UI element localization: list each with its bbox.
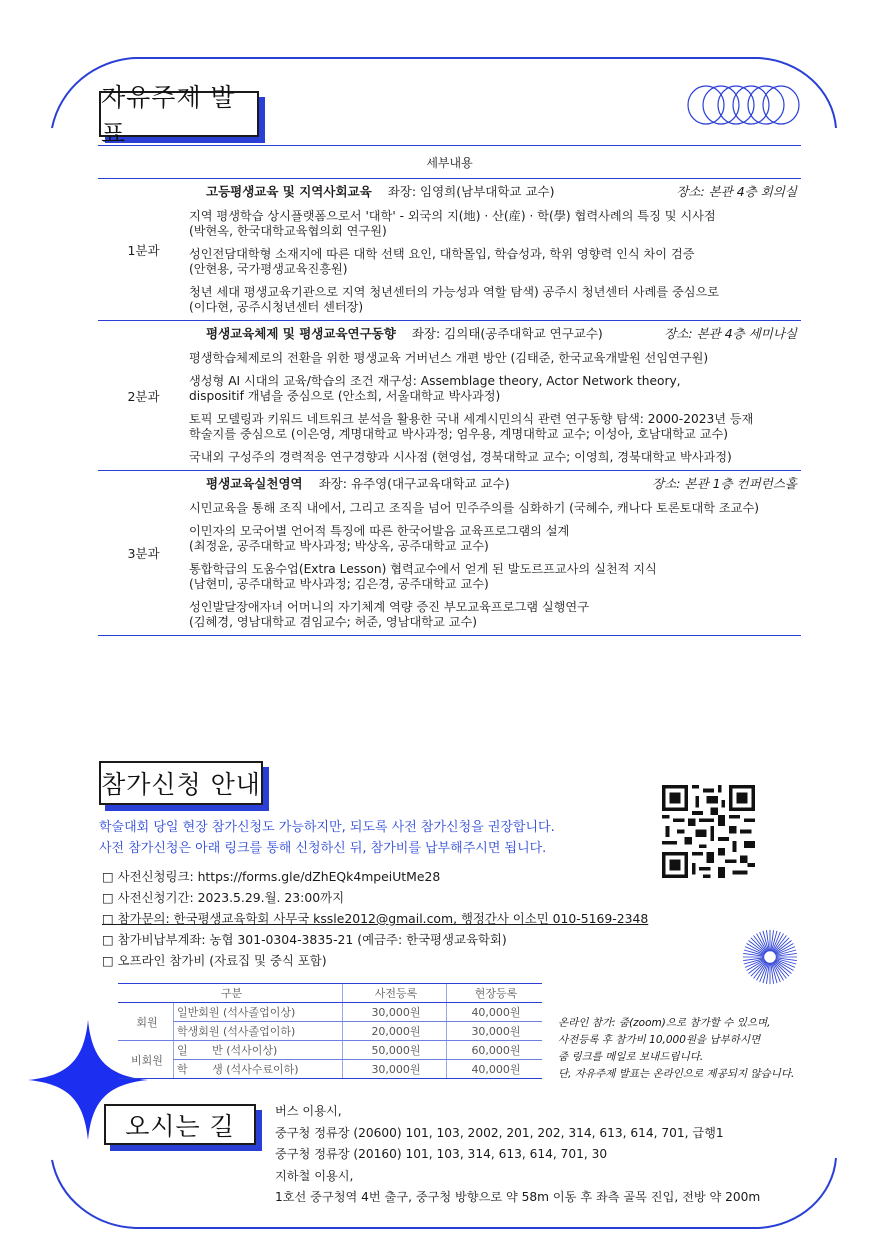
registration-link[interactable]: □ 사전신청링크: https://forms.gle/dZhEQk4mpeiUtMe28 xyxy=(102,869,441,884)
session-theme: 고등평생교육 및 지역사회교육 xyxy=(206,184,372,199)
qr-code[interactable] xyxy=(662,785,755,878)
session-header xyxy=(189,321,801,345)
table-row: 회원 일반회원 (석사졸업이상) 30,000원 40,000원 xyxy=(118,1003,542,1022)
paper-item: 시민교육을 통해 조직 내에서, 그리고 조직을 넘어 민주주의를 심화하기 (국혜수, 캐나다 토론토대학 조교수) xyxy=(189,501,759,515)
registration-notice: 학술대회 당일 현장 참가신청도 가능하지만, 되도록 사전 참가신청을 권장합니다. 사전 참가신청은 아래 링크를 통해 신청하신 뒤, 참가비를 납부해주시면 됩니다. xyxy=(99,820,555,856)
session-chair: 좌장: 유주영(대구교육대학교 교수) xyxy=(318,476,510,491)
registration-title: 참가신청 안내 xyxy=(99,761,263,805)
free-topic-title: 자유주제 발표 xyxy=(99,91,259,137)
sessions-table xyxy=(98,145,801,636)
session-header xyxy=(189,471,801,495)
online-participation-note: 온라인 참가: 줌(zoom)으로 참가할 수 있으며, 사전등록 후 참가비 10,000원을 납부하시면 줌 링크를 메일로 보내드립니다. 단, 자유주제 발표는 온라인으로 제공되지 않습니다. xyxy=(558,1017,795,1080)
registration-offline-fee: □ 오프라인 참가비 (자료집 및 중식 포함) xyxy=(102,953,327,968)
fee-group: 회원 xyxy=(118,1003,174,1041)
sunburst-icon xyxy=(741,928,799,986)
paper-item: 성인발달장애자녀 어머니의 자기체계 역량 증진 부모교육프로그램 실행연구 (김혜경, 영남대학교 겸임교수; 허준, 영남대학교 교수) xyxy=(189,600,589,629)
table-row: 학생회원 (석사졸업이하) 20,000원 30,000원 xyxy=(118,1022,542,1041)
session-name: 3분과 xyxy=(98,471,189,636)
fee-group: 비회원 xyxy=(118,1041,174,1079)
paper-item: 토픽 모델링과 키워드 네트워크 분석을 활용한 국내 세계시민의식 관련 연구동향 탐색: 2000-2023년 등재 학술지를 중심으로 (이은영, 계명대학교 박사과정; 엄우용, 계명대학교 교수; 이성아, 호남대학교 교수) xyxy=(189,412,754,441)
session-name: 1분과 xyxy=(98,179,189,321)
session-chair: 좌장: 임영희(남부대학교 교수) xyxy=(387,184,555,199)
session-row xyxy=(98,179,801,321)
fee-header-onsite: 현장등록 xyxy=(447,984,543,1003)
table-header: 세부내용 xyxy=(98,146,801,179)
session-chair: 좌장: 김의태(공주대학교 연구교수) xyxy=(411,326,603,341)
paper-item: 지역 평생학습 상시플랫폼으로서 '대학' - 외국의 지(地) · 산(産) · 학(學) 협력사례의 특징 및 시사점 (박현옥, 한국대학교육협의회 연구원) xyxy=(189,209,716,238)
table-row: 학 생 (석사수료이하) 30,000원 40,000원 xyxy=(118,1060,542,1079)
paper-item: 평생학습체제로의 전환을 위한 평생교육 거버넌스 개편 방안 (김태준, 한국교육개발원 선임연구원) xyxy=(189,351,709,365)
paper-item: 국내외 구성주의 경력적응 연구경향과 시사점 (현영섭, 경북대학교 교수; 이영희, 경북대학교 박사과정) xyxy=(189,450,732,464)
session-location: 장소: 본관 4층 회의실 xyxy=(676,184,797,199)
registration-period: □ 사전신청기간: 2023.5.29.월. 23:00까지 xyxy=(102,890,345,905)
fee-header-pre: 사전등록 xyxy=(343,984,447,1003)
paper-item: 성인전담대학형 소재지에 따른 대학 선택 요인, 대학몰입, 학습성과, 학위 영향력 인식 차이 검증 (안현용, 국가평생교육진흥원) xyxy=(189,247,695,276)
directions-text: 버스 이용시, 중구청 정류장 (20600) 101, 103, 2002, 201, 202, 314, 613, 614, 701, 급행1 중구청 정류장 (20160) 101, 103, 314, 613, 614, 701, 30 지하철 이용시, 1호선 중구청역 4번 출구, 중구청 방향으로 약 58m 이동 후 좌측 골목 진입, 전방 약 200m xyxy=(275,1104,761,1204)
session-header xyxy=(189,179,801,203)
registration-contact[interactable]: □ 참가문의: 한국평생교육학회 사무국 kssle2012@gmail.com, 행정간사 이소민 010-5169-2348 xyxy=(102,911,649,926)
paper-item: 이민자의 모국어별 언어적 특징에 따른 한국어발음 교육프로그램의 설계 (최정윤, 공주대학교 박사과정; 박상옥, 공주대학교 교수) xyxy=(189,524,570,553)
directions-title: 오시는 길 xyxy=(104,1104,256,1145)
paper-item: 청년 세대 평생교육기관으로 지역 청년센터의 가능성과 역할 탐색) 공주시 청년센터 사례를 중심으로 (이다현, 공주시청년센터 센터장) xyxy=(189,285,720,314)
session-name: 2분과 xyxy=(98,321,189,471)
registration-account: □ 참가비납부계좌: 농협 301-0304-3835-21 (예금주: 한국평생교육학회) xyxy=(102,932,507,947)
table-row: 비회원 일 반 (석사이상) 50,000원 60,000원 xyxy=(118,1041,542,1060)
fee-table xyxy=(118,983,542,1079)
session-location: 장소: 본관 1층 컨퍼런스홀 xyxy=(652,476,797,491)
paper-item: 생성형 AI 시대의 교육/학습의 조건 재구성: Assemblage theory, Actor Network theory, dispositif 개념을 중심으로 (안소희, 서울대학교 박사과정) xyxy=(189,374,681,403)
rings-decoration-icon xyxy=(686,85,802,125)
session-row xyxy=(98,471,801,636)
session-theme: 평생교육체제 및 평생교육연구동향 xyxy=(206,326,396,341)
session-row xyxy=(98,321,801,471)
paper-item: 통합학급의 도움수업(Extra Lesson) 협력교수에서 얻게 된 발도르프교사의 실천적 지식 (남현미, 공주대학교 박사과정; 김은경, 공주대학교 교수) xyxy=(189,562,657,591)
registration-info xyxy=(102,866,648,971)
fee-header-category: 구분 xyxy=(118,984,343,1003)
session-theme: 평생교육실천영역 xyxy=(206,476,303,491)
session-location: 장소: 본관 4층 세미나실 xyxy=(664,326,797,341)
